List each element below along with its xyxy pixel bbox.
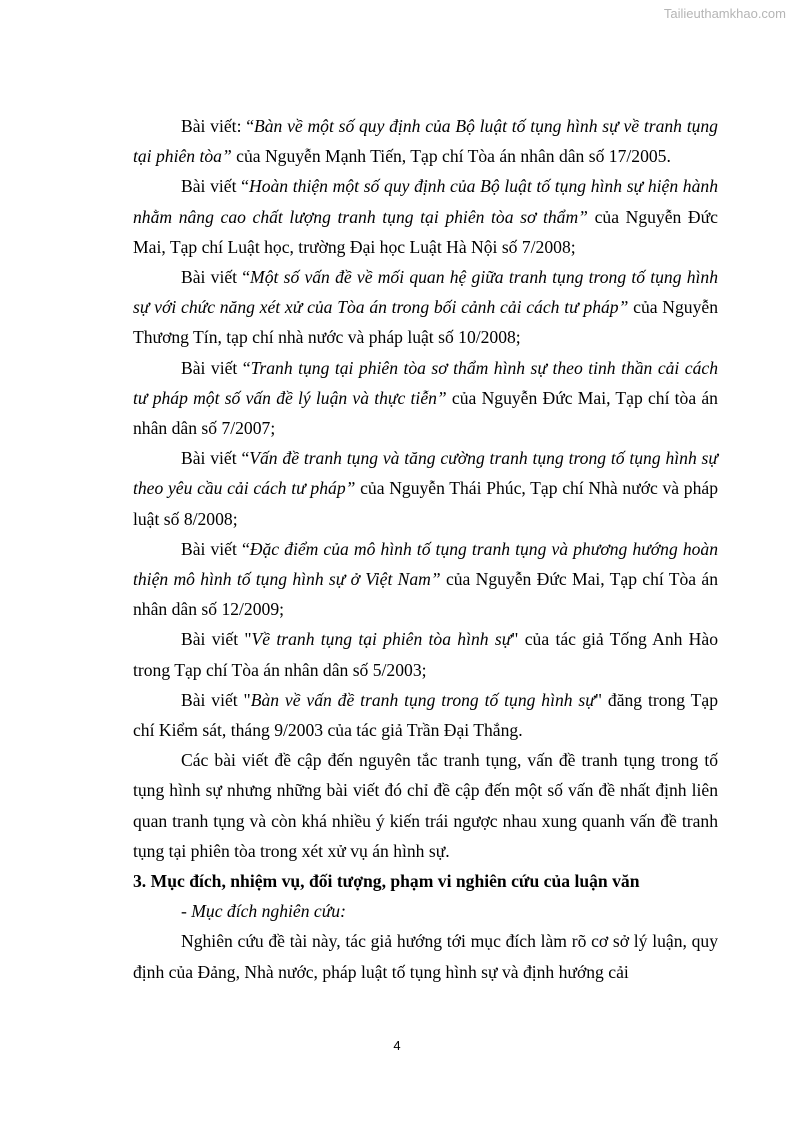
page-number: 4 — [393, 1038, 401, 1053]
reference-item: Bài viết “Hoàn thiện một số quy định của Bộ luật tố tụng hình sự hiện hành nhằm nâng cao chất lượng tranh tụng tại phiên tòa sơ thẩm” của Nguyễn Đức Mai, Tạp chí Luật học, trường Đại học Luật Hà Nội số 7/2008; — [133, 176, 718, 257]
watermark: Tailieuthamkhao.com — [663, 6, 786, 21]
reference-item: Bài viết “Vấn đề tranh tụng và tăng cường tranh tụng trong tố tụng hình sự theo yêu cầu cải cách tư pháp” của Nguyễn Thái Phúc, Tạp chí Nhà nước và pháp luật số 8/2008; — [133, 448, 718, 529]
purpose-paragraph: Nghiên cứu đề tài này, tác giả hướng tới mục đích làm rõ cơ sở lý luận, quy định của Đảng, Nhà nước, pháp luật tố tụng hình sự và định hướng cải — [133, 931, 718, 982]
reference-item: Bài viết "Về tranh tụng tại phiên tòa hình sự" của tác giả Tống Anh Hào trong Tạp chí Tòa án nhân dân số 5/2003; — [133, 629, 718, 680]
summary-paragraph: Các bài viết đề cập đến nguyên tắc tranh tụng, vấn đề tranh tụng trong tố tụng hình sự nhưng những bài viết đó chỉ đề cập đến một số vấn đề nhất định liên quan tranh tụng và còn khá nhiều ý kiến trái ngược nhau xung quanh vấn đề tranh tụng tại phiên tòa trong xét xử vụ án hình sự. — [133, 750, 718, 861]
reference-item: Bài viết "Bàn về vấn đề tranh tụng trong tố tụng hình sự" đăng trong Tạp chí Kiểm sát, tháng 9/2003 của tác giả Trần Đại Thắng. — [133, 689, 718, 741]
section-heading: 3. Mục đích, nhiệm vụ, đối tượng, phạm vi nghiên cứu của luận văn — [133, 871, 640, 892]
document-body — [133, 111, 718, 987]
reference-item: Bài viết “Tranh tụng tại phiên tòa sơ thẩm hình sự theo tinh thần cải cách tư pháp một số vấn đề lý luận và thực tiễn” của Nguyễn Đức Mai, Tạp chí tòa án nhân dân số 7/2007; — [133, 357, 718, 439]
reference-item: Bài viết “Đặc điểm của mô hình tố tụng tranh tụng và phương hướng hoàn thiện mô hình tố tụng hình sự ở Việt Nam” của Nguyễn Đức Mai, Tạp chí Tòa án nhân dân số 12/2009; — [133, 538, 719, 620]
reference-item: Bài viết “Một số vấn đề về mối quan hệ giữa tranh tụng trong tố tụng hình sự với chức năng xét xử của Tòa án trong bối cảnh cải cách tư pháp” của Nguyễn Thương Tín, tạp chí nhà nước và pháp luật số 10/2008; — [133, 267, 718, 348]
reference-item: Bài viết: “Bàn về một số quy định của Bộ luật tố tụng hình sự về tranh tụng tại phiên tòa” của Nguyễn Mạnh Tiến, Tạp chí Tòa án nhân dân số 17/2005. — [133, 116, 718, 167]
purpose-label: - Mục đích nghiên cứu: — [181, 901, 346, 922]
